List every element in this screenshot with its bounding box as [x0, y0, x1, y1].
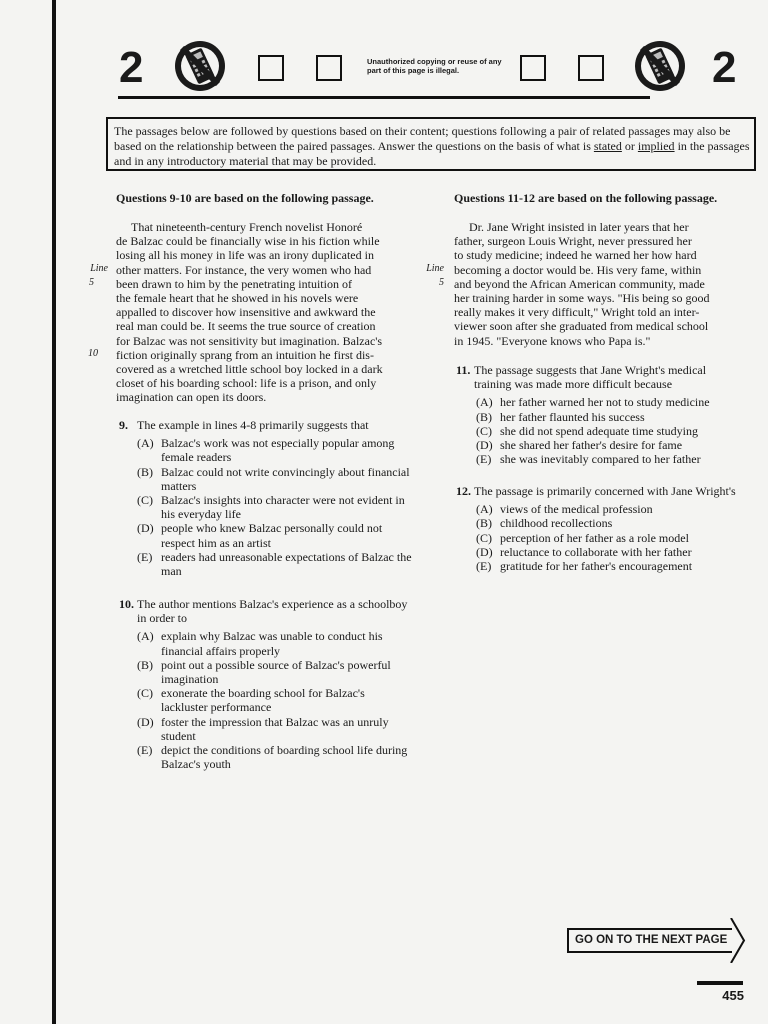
passage-line: to study medicine; indeed he warned her how hard [454, 248, 697, 263]
passage-line: becoming a doctor would be. His very fame, within [454, 262, 702, 277]
question-stem: The example in lines 4-8 primarily suggests that [137, 418, 369, 432]
question-number: 9. [119, 418, 128, 432]
answer-option-c[interactable] [476, 424, 746, 438]
option-letter: (C) [137, 686, 153, 701]
option-text: perception of her father as a role model [500, 530, 689, 545]
passage-line: covered as a wretched little school boy locked in a dark [116, 362, 383, 377]
option-text: she shared her father's desire for fame [500, 438, 683, 453]
option-text: readers had unreasonable expectations of Balzac the man [161, 549, 412, 579]
option-letter: (B) [137, 657, 153, 672]
question-10 [119, 597, 409, 771]
passage-line: That nineteenth-century French novelist Honoré [131, 220, 363, 234]
question-number: 11. [456, 363, 471, 377]
option-letter: (E) [476, 452, 492, 467]
answer-option-d[interactable] [137, 715, 409, 743]
answer-square-icon [316, 55, 342, 81]
answer-option-b[interactable] [137, 465, 419, 493]
passage-line: imagination can open its doors. [116, 390, 267, 405]
option-letter: (A) [476, 395, 493, 410]
answer-option-c[interactable] [137, 686, 409, 714]
arrow-right-icon [730, 918, 746, 963]
passage-line: de Balzac could be financially wise in his fiction while [116, 234, 380, 249]
answer-option-d[interactable] [137, 521, 419, 549]
question-11 [456, 363, 746, 466]
passage-balzac [116, 220, 416, 405]
line-number-5: 5 [89, 277, 94, 288]
line-number-10: 10 [88, 348, 98, 359]
question-stem: The passage suggests that Jane Wright's medical training was made more difficult because [474, 363, 707, 392]
header-divider [118, 96, 650, 99]
no-calculator-icon [173, 39, 227, 93]
passage-line: Dr. Jane Wright insisted in later years that her [469, 220, 689, 234]
option-letter: (B) [137, 464, 153, 479]
passage-line: viewer soon after she graduated from medical school [454, 319, 709, 334]
option-text: explain why Balzac was unable to conduct his financial affairs properly [161, 629, 383, 658]
passage-line: really makes it very difficult," Wright told an inter- [454, 305, 700, 320]
option-text: foster the impression that Balzac was an unruly student [161, 714, 389, 743]
answer-square-icon [258, 55, 284, 81]
instructions-or: or [621, 139, 638, 153]
question-stem: The author mentions Balzac's experience as a schoolboy in order to [137, 597, 408, 626]
passage-line: other matters. For instance, the very women who had [116, 262, 372, 277]
option-letter: (D) [476, 438, 493, 453]
answer-option-b[interactable] [476, 516, 756, 530]
option-text: gratitude for her father's encouragement [500, 559, 693, 574]
option-text: her father warned her not to study medicine [500, 395, 710, 410]
question-number: 10. [119, 597, 134, 611]
option-letter: (A) [476, 502, 493, 517]
passage-line: fiction originally sprang from an intuition he first dis- [116, 347, 374, 362]
answer-option-c[interactable] [137, 493, 419, 521]
option-text: childhood recollections [500, 516, 613, 531]
option-text: point out a possible source of Balzac's powerful imagination [161, 657, 391, 687]
option-letter: (C) [137, 493, 153, 508]
answer-option-a[interactable] [137, 629, 409, 657]
line-label: Line [426, 263, 444, 274]
answer-square-icon [578, 55, 604, 81]
answer-option-e[interactable] [476, 559, 756, 573]
instructions-part2: in the passages and in any introductory material that may be provided. [114, 139, 750, 168]
passage-line: losing all his money in life was an irony duplicated in [116, 248, 374, 263]
page-number: 455 [722, 988, 744, 1003]
instructions-stated: stated [593, 139, 622, 153]
passage-line: and beyond the African American community, made [454, 276, 705, 291]
answer-option-a[interactable] [476, 502, 756, 516]
option-text: depict the conditions of boarding school life during Balzac's youth [161, 743, 408, 772]
answer-option-e[interactable] [137, 743, 409, 771]
page-number-rule [697, 981, 743, 985]
page-binding-edge [52, 0, 56, 1024]
option-letter: (D) [476, 544, 493, 559]
instructions-text [114, 124, 750, 169]
option-letter: (B) [476, 409, 492, 424]
line-label: Line [90, 263, 108, 274]
option-letter: (E) [137, 743, 153, 758]
question-stem: The passage is primarily concerned with Jane Wright's [474, 484, 736, 498]
answer-option-b[interactable] [137, 658, 409, 686]
option-text: Balzac's insights into character were not evident in his everyday life [161, 493, 405, 522]
option-text: exonerate the boarding school for Balzac's lackluster performance [161, 686, 365, 715]
question-12 [456, 484, 756, 573]
option-letter: (D) [137, 521, 154, 536]
line-number-5: 5 [439, 277, 444, 288]
section-number-left: 2 [119, 43, 144, 92]
answer-option-c[interactable] [476, 531, 756, 545]
passage-line: for Balzac was not sensitivity but imagination. Balzac's [116, 333, 383, 348]
passage-line: her training harder in some ways. "His being so good [454, 291, 710, 306]
passage-line: the female heart that he showed in his novels were [116, 291, 359, 306]
instructions-implied: implied [637, 139, 675, 153]
section-number-right: 2 [712, 43, 737, 92]
option-text: she was inevitably compared to her father [500, 452, 701, 467]
option-letter: (B) [476, 516, 492, 531]
option-text: Balzac could not write convincingly about financial matters [161, 464, 410, 493]
answer-option-a[interactable] [137, 436, 419, 464]
passage-line: in 1945. "Everyone knows who Papa is." [454, 333, 651, 348]
option-letter: (C) [476, 423, 492, 438]
passage-line: father, surgeon Louis Wright, never pressured her [454, 234, 692, 249]
no-calculator-icon [633, 39, 687, 93]
option-text: reluctance to collaborate with her father [500, 544, 692, 559]
answer-option-d[interactable] [476, 438, 746, 452]
passage-jane-wright [454, 220, 744, 348]
passage-line: real man could be. It seems the true source of creation [116, 319, 376, 334]
passage-heading-q9-10: Questions 9-10 are based on the following passage. [116, 191, 374, 205]
option-text: people who knew Balzac personally could not respect him as an artist [161, 521, 383, 550]
option-letter: (D) [137, 714, 154, 729]
answer-square-icon [520, 55, 546, 81]
option-letter: (E) [137, 549, 153, 564]
option-text: she did not spend adequate time studying [500, 423, 698, 438]
option-text: views of the medical profession [500, 502, 653, 517]
answer-option-e[interactable] [137, 550, 419, 578]
option-letter: (A) [137, 629, 154, 644]
passage-line: appalled to discover how insensitive and awkward the [116, 305, 376, 320]
passage-line: closet of his boarding school: life is a prison, and only [116, 376, 377, 391]
option-text: her father flaunted his success [500, 409, 645, 424]
question-9 [119, 418, 419, 578]
option-letter: (A) [137, 436, 154, 451]
option-letter: (E) [476, 559, 492, 574]
answer-option-d[interactable] [476, 545, 756, 559]
go-on-text: GO ON TO THE NEXT PAGE [575, 934, 728, 946]
passage-line: been drawn to him by the penetrating intuition of [116, 276, 352, 291]
option-letter: (C) [476, 530, 492, 545]
copyright-warning: Unauthorized copying or reuse of any part of this page is illegal. [367, 57, 502, 75]
passage-heading-q11-12: Questions 11-12 are based on the following passage. [454, 191, 718, 205]
question-number: 12. [456, 484, 471, 498]
answer-option-e[interactable] [476, 452, 746, 466]
option-text: Balzac's work was not especially popular among female readers [161, 436, 395, 465]
answer-option-b[interactable] [476, 410, 746, 424]
instructions-part1: The passages below are followed by questions based on their content; questions following a pair of related passages may also be based on the relationship between the paired passages. Answer the questions on the basis of what is [114, 124, 731, 153]
answer-option-a[interactable] [476, 395, 746, 409]
